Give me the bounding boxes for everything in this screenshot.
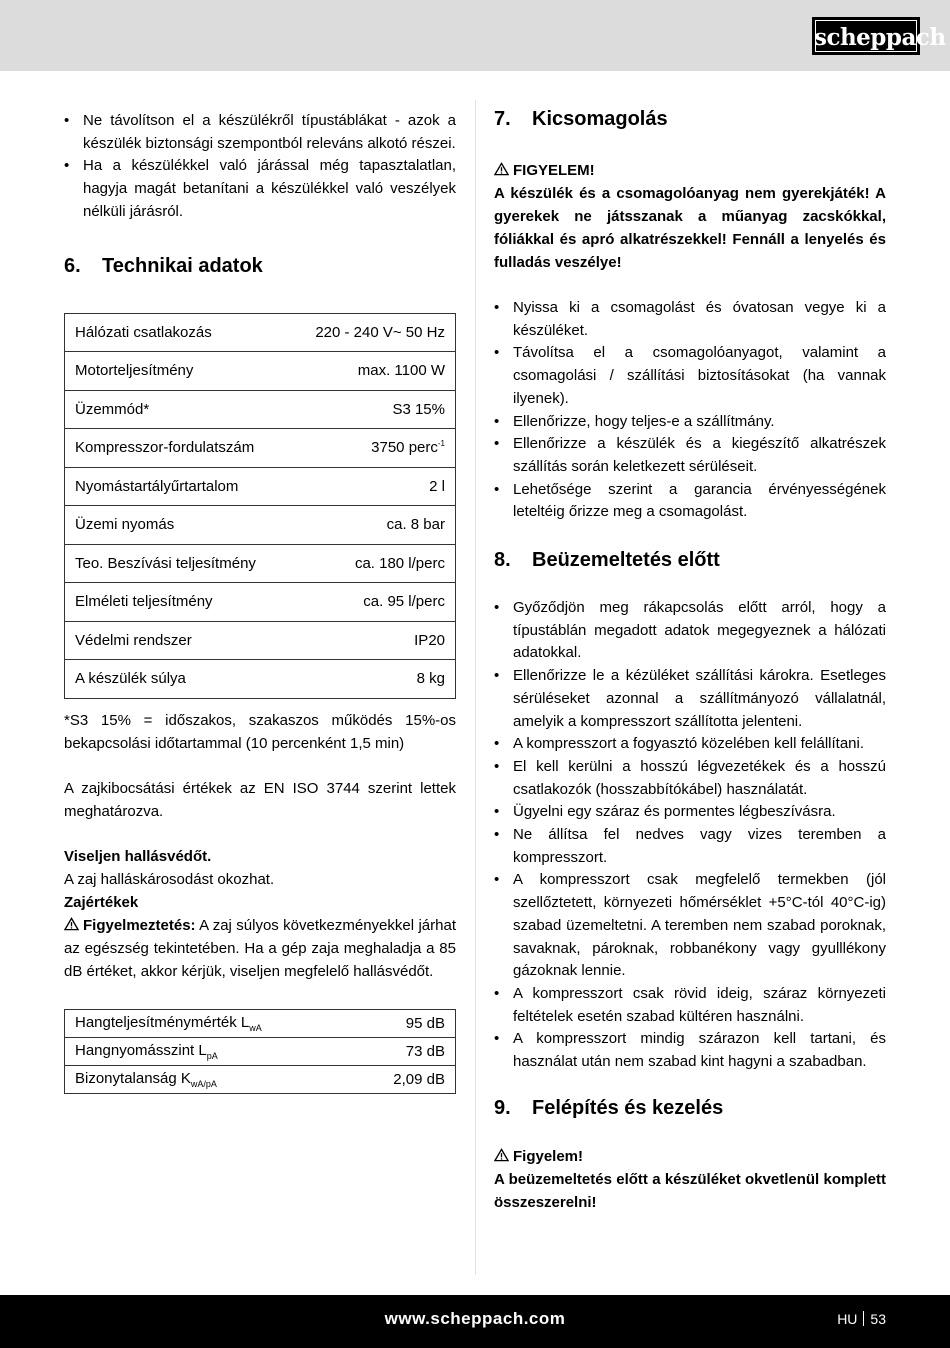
safety-bullet-list <box>64 110 456 224</box>
noise-value: 95 dB <box>405 1014 445 1032</box>
hearing-protection-heading: Viseljen hallásvédőt. <box>64 847 212 865</box>
attention-text: A készülék és a csomagolóanyag nem gyerekjáték! A gyerekek ne játsszanak a műanyag zacskókkal, fóliákkal és apró alkatrészekkel! Fennáll a lenyelés és fulladás veszélye! <box>494 185 886 271</box>
noise-value: 2,09 dB <box>393 1070 445 1088</box>
spec-label: Elméleti teljesítmény <box>75 593 213 611</box>
list-item: • Ellenőrizze le a kézüléket szállítási károkra. Esetleges sérüléseket azonnal a szállítmányozó vállalatnál, amelyik a kompresszort szállította jelenteni. <box>494 665 886 733</box>
noise-label-text: Hangnyomásszint L <box>75 1041 207 1059</box>
spec-value <box>371 439 445 456</box>
warning-label: Figyelmeztetés: <box>83 916 196 934</box>
spec-label: A készülék súlya <box>75 670 186 688</box>
section-6-heading <box>64 253 456 279</box>
attention-label <box>494 1145 886 1168</box>
list-item: • Ne távolítson el a készülékről típustáblákat - azok a készülék biztonsági szempontból releváns alkotó részei. <box>64 110 456 155</box>
section-8-heading <box>494 547 886 573</box>
spec-label: Nyomástartályűrtartalom <box>75 477 239 495</box>
separator <box>863 1311 864 1326</box>
section-title: Felépítés és kezelés <box>532 1096 724 1119</box>
table-row <box>64 545 456 584</box>
table-row <box>64 391 456 430</box>
list-item: • Ellenőrizze a készülék és a kiegészítő alkatrészek szállítás során keletkezett sérüléseit. <box>494 433 886 478</box>
warning-icon <box>494 162 509 176</box>
spec-value: max. 1100 W <box>357 362 445 380</box>
spec-label: Teo. Beszívási teljesítmény <box>75 554 256 572</box>
spec-label: Kompresszor-fordulatszám <box>75 439 255 457</box>
list-item: • Ne állítsa fel nedves vagy vizes teremben a kompresszort. <box>494 824 886 869</box>
spec-label: Üzemmód* <box>75 400 150 418</box>
website-link[interactable]: www.scheppach.com <box>384 1309 566 1328</box>
spec-value: ca. 180 l/perc <box>354 554 445 572</box>
attention-label-text: Figyelem! <box>513 1147 584 1165</box>
table-row <box>64 313 456 353</box>
section-title: Beüzemeltetés előtt <box>532 549 720 572</box>
noise-label <box>75 1070 217 1089</box>
table-row <box>64 583 456 622</box>
spec-value: ca. 8 bar <box>386 516 445 534</box>
table-row <box>64 1066 456 1094</box>
unpacking-bullet-list <box>494 297 886 524</box>
page-indicator <box>837 1311 886 1327</box>
noise-values-table <box>64 1009 456 1094</box>
list-item: • Nyissa ki a csomagolást és óvatosan vegye ki a készüléket. <box>494 297 886 342</box>
spec-label: Hálózati csatlakozás <box>75 323 212 341</box>
list-item: • A kompresszort a fogyasztó közelében kell felállítani. <box>494 733 886 756</box>
footer-bar <box>0 1295 950 1348</box>
spec-label: Motorteljesítmény <box>75 362 194 380</box>
attention-text: A beüzemeltetés előtt a készüléket okvetlenül komplett összeszerelni! <box>494 1170 886 1211</box>
hearing-protection-text: A zaj halláskárosodást okozhat. <box>64 870 275 888</box>
list-item: • A kompresszort csak rövid ideig, száraz környezeti feltételek esetén szabad kültéren használni. <box>494 983 886 1028</box>
table-row <box>64 352 456 391</box>
noise-values-heading: Zajértékek <box>64 893 139 911</box>
spec-value: ca. 95 l/perc <box>363 593 445 611</box>
table-row <box>64 506 456 545</box>
table-row <box>64 622 456 661</box>
spec-value: 2 l <box>429 477 445 495</box>
list-item: • Lehetősége szerint a garancia érvényességének leteltéig őrizze meg a csomagolást. <box>494 479 886 524</box>
language-code: HU <box>837 1311 858 1327</box>
noise-label-subscript: wA <box>249 1022 262 1033</box>
column-divider <box>475 100 476 1275</box>
attention-label-text: FIGYELEM! <box>513 162 595 179</box>
spec-value: 8 kg <box>416 670 445 688</box>
spec-value: 220 - 240 V~ 50 Hz <box>315 323 445 341</box>
table-row <box>64 429 456 468</box>
section-number: 7. <box>494 108 511 130</box>
right-column <box>494 106 886 1214</box>
noise-label-subscript: wA/pA <box>190 1078 217 1089</box>
section-7-heading <box>494 106 886 132</box>
operating-mode-footnote: *S3 15% = időszakos, szakaszos működés 15%-os bekapcsolási időtartammal (10 percenként 1,5 min) <box>64 711 456 752</box>
table-row <box>64 468 456 507</box>
spec-label: Védelmi rendszer <box>75 631 192 649</box>
list-item: • Ellenőrizze, hogy teljes-e a szállítmány. <box>494 411 886 434</box>
left-column <box>64 110 456 1094</box>
section-title: Kicsomagolás <box>532 108 668 130</box>
scheppach-logo: scheppach <box>812 17 920 55</box>
section-9-heading <box>494 1095 886 1121</box>
technical-data-table <box>64 313 456 699</box>
section-number: 9. <box>494 1096 511 1119</box>
list-item: • El kell kerülni a hosszú légvezetékek és a hosszú csatlakozók (hosszabbítókábel) használatát. <box>494 756 886 801</box>
list-item: • A kompresszort mindig szárazon kell tartani, és használat után nem szabad kint hagyni a szabadban. <box>494 1028 886 1073</box>
list-item: • Távolítsa el a csomagolóanyagot, valamint a csomagolási / szállítási biztosításokat (ha vannak ilyenek). <box>494 342 886 410</box>
section-number: 6. <box>64 254 81 277</box>
spec-value: S3 15% <box>392 400 445 418</box>
header-bar <box>0 0 950 71</box>
list-item: • Győződjön meg rákapcsolás előtt arról, hogy a típustáblán megadott adatok megegyeznek a hálózati adatokkal. <box>494 597 886 665</box>
spec-value-exponent: -1 <box>437 439 445 449</box>
page-number: 53 <box>870 1311 886 1327</box>
spec-value: IP20 <box>414 631 445 649</box>
noise-label-text: Hangteljesítménymérték L <box>75 1013 250 1031</box>
noise-label <box>75 1014 262 1033</box>
noise-intro-text: A zajkibocsátási értékek az EN ISO 3744 szerint lettek meghatározva. <box>64 779 456 820</box>
noise-value: 73 dB <box>405 1042 445 1060</box>
noise-warning-paragraph <box>64 914 456 983</box>
noise-label-subscript: pA <box>206 1050 218 1061</box>
list-item: • Ügyelni egy száraz és pormentes légbeszívásra. <box>494 801 886 824</box>
table-row <box>64 660 456 699</box>
before-commissioning-bullet-list <box>494 597 886 1074</box>
list-item: • Ha a készülékkel való járással még tapasztalatlan, hagyja magát betanítani a készülékkel való veszélyek nélküli járásról. <box>64 155 456 223</box>
section-title: Technikai adatok <box>102 254 263 277</box>
list-item: • A kompresszort csak megfelelő termekben (jól szellőztetett, környezeti hőmérséklet +5°C-tól 40°C-ig) szabad üzemeltetni. A teremben nem szabad poroknak, savaknak, pároknak, robbanékony vagy gyulllékony gázoknak lennie. <box>494 869 886 983</box>
noise-label <box>75 1042 218 1061</box>
warning-icon <box>494 1148 509 1162</box>
warning-icon <box>64 917 79 931</box>
noise-label-text: Bizonytalanság K <box>75 1069 191 1087</box>
spec-label: Üzemi nyomás <box>75 516 175 534</box>
table-row <box>64 1009 456 1038</box>
table-row <box>64 1038 456 1066</box>
attention-label <box>494 159 886 182</box>
warning-text: A zaj súlyos következményekkel járhat az egészség tekintetében. Ha a gép zaja meghaladja a 85 dB értéket, akkor kérjük, viseljen megfelelő hallásvédőt. <box>64 916 456 980</box>
spec-value-text: 3750 perc <box>371 439 438 457</box>
section-number: 8. <box>494 549 511 572</box>
